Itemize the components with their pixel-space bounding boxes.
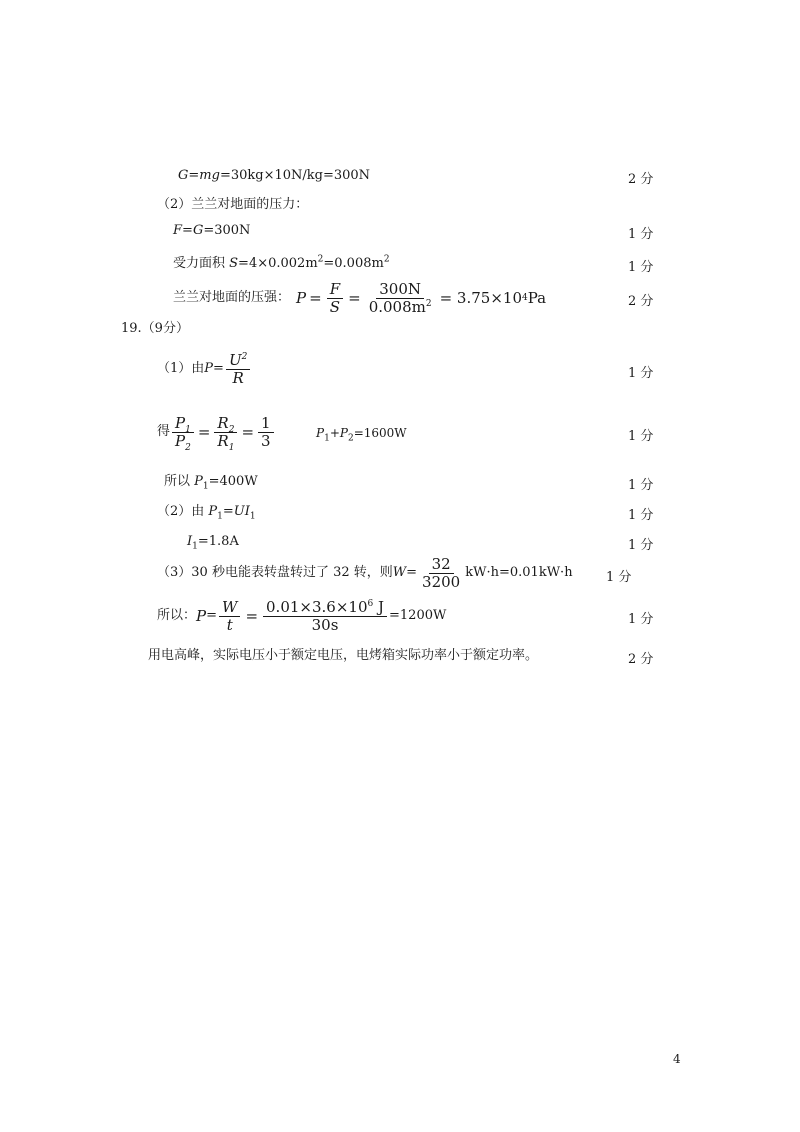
num-text: P xyxy=(175,413,186,432)
numerator xyxy=(263,599,387,617)
formula-energy xyxy=(157,552,573,594)
subscript: 1 xyxy=(324,433,330,444)
formula-actual-power xyxy=(157,594,446,638)
fraction-32-over-3200 xyxy=(419,556,463,591)
subscript: 2 xyxy=(347,433,354,444)
numerator: 32 xyxy=(429,556,454,574)
den-text: R xyxy=(217,431,229,450)
var-p1: P xyxy=(316,426,325,440)
fraction-f-over-s xyxy=(327,281,343,316)
eq-sign: = xyxy=(241,423,255,441)
unit: J xyxy=(373,597,385,616)
score: 1 分 xyxy=(628,366,654,381)
formula-p1 xyxy=(164,474,258,490)
formula-ratio xyxy=(157,410,276,454)
label: （1）由 xyxy=(157,361,205,376)
subheading-force: （2）兰兰对地面的压力： xyxy=(157,197,309,212)
numerator xyxy=(226,352,250,370)
formula-pressure: 兰兰对地面的压强： P = $\frac{F}{S}$ = $\frac{300N}{0.008m^2}$ = 3.75×10 4 Pa xyxy=(173,279,547,316)
exponent: 2 xyxy=(241,351,248,362)
numerator xyxy=(214,415,237,433)
var-g: G xyxy=(192,223,204,238)
numerator: 1 xyxy=(258,415,274,433)
subscript: 1 xyxy=(249,511,256,522)
var-p2: P xyxy=(339,426,348,440)
denominator: 3200 xyxy=(422,572,461,591)
var-ui: UI xyxy=(233,504,250,519)
numerator: F xyxy=(327,281,343,299)
fraction-p1-over-p2 xyxy=(172,413,194,453)
denominator xyxy=(366,299,435,316)
score: 1 分 xyxy=(628,538,654,553)
eq-sign: = xyxy=(222,504,234,519)
score: 1 分 xyxy=(628,227,654,242)
denominator: 30s xyxy=(311,615,339,634)
var-g: G xyxy=(178,168,189,183)
formula-p-ui xyxy=(157,504,256,520)
var-p: P xyxy=(194,474,203,489)
question-heading: 19.（9分） xyxy=(121,321,189,336)
eq-sign: = xyxy=(309,289,322,307)
subscript: 1 xyxy=(185,424,191,435)
label: 得 xyxy=(157,424,171,439)
denominator xyxy=(172,431,194,453)
var-w: W xyxy=(392,565,407,580)
plus-sign: + xyxy=(329,426,340,440)
fraction-u2-over-r xyxy=(226,352,250,387)
formula-power-sum xyxy=(316,425,407,444)
num-text: U xyxy=(228,350,242,369)
exponent: 6 xyxy=(367,598,374,609)
score: 1 分 xyxy=(628,478,654,493)
power-value: =1200W xyxy=(389,608,447,623)
eq-sign: = xyxy=(188,168,200,183)
pressure-label: 兰兰对地面的压强： xyxy=(173,290,291,305)
p1-value: =400W xyxy=(208,474,258,489)
var-p: P xyxy=(208,504,218,519)
unit: Pa xyxy=(527,289,547,307)
subscript: 2 xyxy=(228,424,235,435)
exponent: 2 xyxy=(317,254,324,265)
area-calc: =4×0.002m xyxy=(238,256,318,271)
sum-value: =1600W xyxy=(353,426,407,440)
exponent: 2 xyxy=(383,254,390,265)
label: 所以 xyxy=(164,474,195,489)
subscript: 2 xyxy=(185,442,191,453)
numerator: W xyxy=(219,599,240,617)
formula-current xyxy=(187,534,239,550)
num-text: 0.01×3.6×10 xyxy=(266,597,368,616)
var-p: P xyxy=(196,607,207,625)
denominator xyxy=(214,431,237,453)
fraction-w-over-t xyxy=(219,599,240,634)
formula-area xyxy=(173,256,390,272)
score: 2 分 xyxy=(628,294,654,309)
denominator: t xyxy=(226,615,233,634)
fraction-one-third xyxy=(258,415,274,450)
var-p: P xyxy=(204,361,214,376)
eq-sign: = xyxy=(182,223,193,238)
den-text: 0.008m xyxy=(368,297,426,316)
var-f: F xyxy=(173,223,183,238)
formula-power xyxy=(157,348,252,390)
gravity-value: =30kg×10N/kg=300N xyxy=(219,168,371,183)
label: 所以： xyxy=(157,608,197,623)
page-number: 4 xyxy=(673,1052,681,1066)
exponent: 2 xyxy=(425,298,432,309)
area-label: 受力面积 xyxy=(173,256,230,271)
current-value: =1.8A xyxy=(197,534,239,549)
score: 1 分 xyxy=(628,260,654,275)
eq-sign: = xyxy=(206,608,218,623)
conclusion-text: 用电高峰，实际电压小于额定电压，电烤箱实际功率小于额定功率。 xyxy=(148,648,539,663)
subscript: 1 xyxy=(192,541,198,552)
var-s: S xyxy=(229,256,239,271)
denominator: R xyxy=(232,368,244,387)
result-value: = 3.75×10 xyxy=(439,289,522,307)
denominator: 3 xyxy=(261,431,271,450)
var-p: P xyxy=(296,289,307,307)
eq-sign: = xyxy=(197,423,211,441)
subscript: 1 xyxy=(228,442,235,453)
denominator: S xyxy=(329,297,341,316)
subscript: 1 xyxy=(202,481,209,492)
formula-force xyxy=(173,223,250,239)
score: 1 分 xyxy=(628,508,654,523)
eq-sign: = xyxy=(213,361,224,376)
energy-value: kW·h=0.01kW·h xyxy=(465,565,573,580)
eq-sign: = xyxy=(406,565,418,580)
numerator: 300N xyxy=(376,281,424,299)
var-mg: mg xyxy=(199,168,220,183)
area-value: =0.008m xyxy=(323,256,384,271)
label: （2）由 xyxy=(157,504,209,519)
num-text: R xyxy=(217,413,229,432)
score: 1 分 xyxy=(606,570,632,585)
eq-sign: = xyxy=(245,607,259,625)
subscript: 1 xyxy=(217,511,223,522)
den-text: P xyxy=(175,431,186,450)
fraction-energy-over-time xyxy=(263,599,387,634)
score: 2 分 xyxy=(628,172,654,187)
fraction-values xyxy=(366,281,435,316)
var-i: I xyxy=(187,534,193,549)
force-value: =300N xyxy=(203,223,251,238)
eq-sign: = xyxy=(348,289,361,307)
score: 1 分 xyxy=(628,612,654,627)
numerator xyxy=(172,415,194,433)
score: 1 分 xyxy=(628,429,654,444)
label: （3）30 秒电能表转盘转过了 32 转，则 xyxy=(157,565,393,580)
fraction-r2-over-r1 xyxy=(214,413,237,453)
formula-gravity xyxy=(178,168,370,184)
score: 2 分 xyxy=(628,652,654,667)
